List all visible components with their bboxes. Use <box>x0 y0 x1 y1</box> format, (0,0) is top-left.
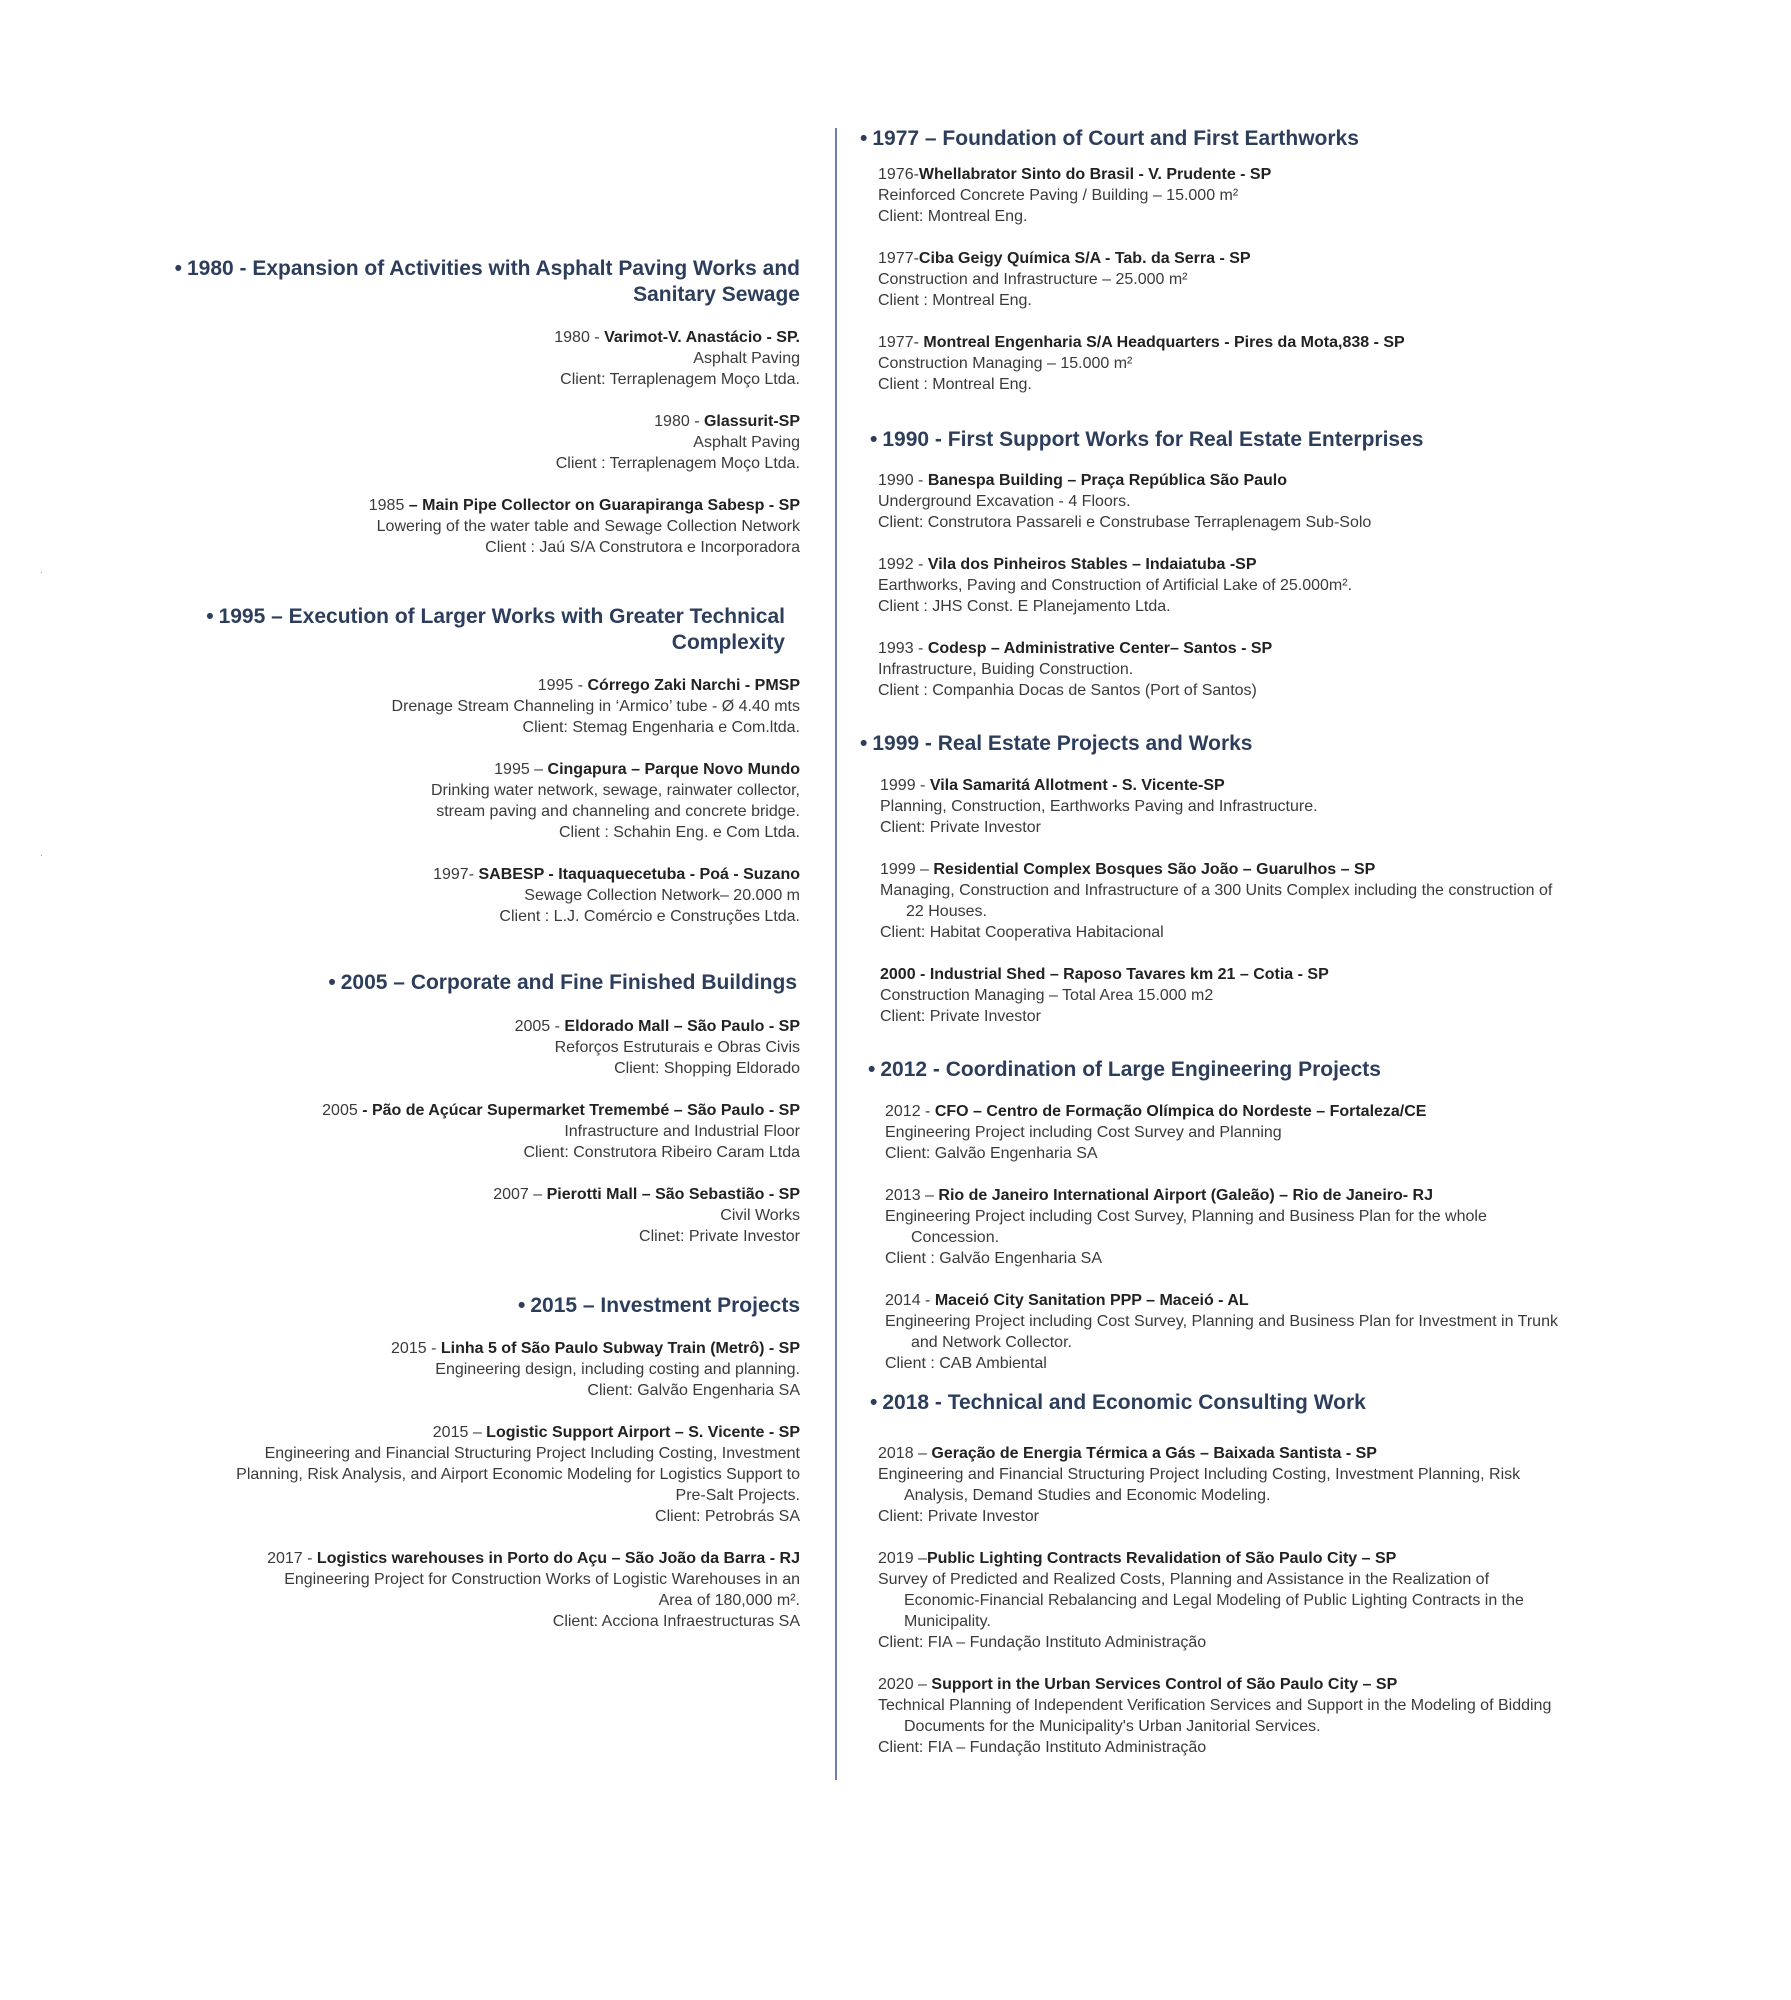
section-heading-1990: • 1990 - First Support Works for Real Estate Enterprises <box>870 428 1424 451</box>
project-entry: 1980 - Glassurit-SP Asphalt Paving Client : Terraplenagem Moço Ltda. <box>555 413 800 472</box>
project-entry: 1999 – Residential Complex Bosques São João – Guarulhos – SP Managing, Construction and Infrastructure of a 300 Units Complex including the construction of 22 Houses. Client: Habitat Cooperativa Habitacional <box>880 861 1553 941</box>
column-divider <box>835 128 837 1780</box>
project-entry: 2013 – Rio de Janeiro International Airport (Galeão) – Rio de Janeiro- RJ Engineering Project including Cost Survey, Planning and Business Plan for the whole Concession. Client : Galvão Engenharia SA <box>885 1187 1487 1267</box>
project-entry: 1993 - Codesp – Administrative Center– Santos - SP Infrastructure, Buiding Construction. Client : Companhia Docas de Santos (Port of Santos) <box>878 640 1273 699</box>
project-entry: 1992 - Vila dos Pinheiros Stables – Indaiatuba -SP Earthworks, Paving and Construction of Artificial Lake of 25.000m². Client : JHS Const. E Planejamento Ltda. <box>878 556 1353 615</box>
project-entry: 2007 – Pierotti Mall – São Sebastião - SP Civil Works Clinet: Private Investor <box>493 1186 800 1245</box>
project-entry: 2005 - Pão de Açúcar Supermarket Tremembé – São Paulo - SP Infrastructure and Industrial Floor Client: Construtora Ribeiro Caram Ltda <box>322 1102 800 1161</box>
project-entry: 2015 – Logistic Support Airport – S. Vicente - SP Engineering and Financial Structuring Project Including Costing, Investment Planning, Risk Analysis, and Airport Economic Modeling for Logistics Support to Pre-Salt Projects. Client: Petrobrás SA <box>236 1424 800 1525</box>
project-entry: 1977- Montreal Engenharia S/A Headquarters - Pires da Mota,838 - SP Construction Managing – 15.000 m² Client : Montreal Eng. <box>878 334 1405 393</box>
project-entry: 1980 - Varimot-V. Anastácio - SP. Asphalt Paving Client: Terraplenagem Moço Ltda. <box>554 329 800 388</box>
project-entry: 1985 – Main Pipe Collector on Guarapiranga Sabesp - SP Lowering of the water table and Sewage Collection Network Client : Jaú S/A Construtora e Incorporadora <box>368 497 800 556</box>
project-entry: 2017 - Logistics warehouses in Porto do Açu – São João da Barra - RJ Engineering Project for Construction Works of Logistic Warehouses in an Area of 180,000 m². Client: Acciona Infraestructuras SA <box>267 1550 800 1630</box>
project-entry: 2005 - Eldorado Mall – São Paulo - SP Reforços Estruturais e Obras Civis Client: Shopping Eldorado <box>514 1018 800 1077</box>
section-heading-2018: • 2018 - Technical and Economic Consulting Work <box>870 1391 1366 1414</box>
project-entry: 1976-Whellabrator Sinto do Brasil - V. Prudente - SP Reinforced Concrete Paving / Building – 15.000 m² Client: Montreal Eng. <box>878 166 1272 225</box>
project-entry: 1977-Ciba Geigy Química S/A - Tab. da Serra - SP Construction and Infrastructure – 25.000 m² Client : Montreal Eng. <box>878 250 1251 309</box>
project-entry: 2015 - Linha 5 of São Paulo Subway Train (Metrô) - SP Engineering design, including costing and planning. Client: Galvão Engenharia SA <box>391 1340 800 1399</box>
project-entry: 1995 - Córrego Zaki Narchi - PMSP Drenage Stream Channeling in ‘Armico’ tube - Ø 4.40 mts Client: Stemag Engenharia e Com.ltda. <box>391 677 800 736</box>
section-heading-1977: • 1977 – Foundation of Court and First Earthworks <box>860 127 1359 150</box>
section-heading-2005: • 2005 – Corporate and Fine Finished Buildings <box>328 971 797 994</box>
project-entry: 2012 - CFO – Centro de Formação Olímpica do Nordeste – Fortaleza/CE Engineering Project including Cost Survey and Planning Client: Galvão Engenharia SA <box>885 1103 1427 1162</box>
project-entry: 2020 – Support in the Urban Services Control of São Paulo City – SP Technical Planning of Independent Verification Services and Support in the Modeling of Bidding Documents for the Municipality's Urban Janitorial Services. Client: FIA – Fundação Instituto Administração <box>878 1676 1552 1756</box>
project-entry: 2014 - Maceió City Sanitation PPP – Maceió - AL Engineering Project including Cost Survey, Planning and Business Plan for Investment in Trunk and Network Collector. Client : CAB Ambiental <box>885 1292 1558 1372</box>
project-entry: 1990 - Banespa Building – Praça República São Paulo Underground Excavation - 4 Floors. Client: Construtora Passareli e Construbase Terraplenagem Sub-Solo <box>878 472 1372 531</box>
project-entry: 1997- SABESP - Itaquaquecetuba - Poá - Suzano Sewage Collection Network– 20.000 m Client : L.J. Comércio e Construções Ltda. <box>433 866 800 925</box>
section-heading-1999: • 1999 - Real Estate Projects and Works <box>860 732 1253 755</box>
project-entry: 2000 - Industrial Shed – Raposo Tavares km 21 – Cotia - SP Construction Managing – Total Area 15.000 m2 Client: Private Investor <box>880 966 1329 1025</box>
section-heading-2012: • 2012 - Coordination of Large Engineering Projects <box>868 1058 1381 1081</box>
section-heading-1995: • 1995 – Execution of Larger Works with Greater Technical Complexity <box>206 605 785 654</box>
margin-dot: . <box>40 848 43 859</box>
section-heading-1980: • 1980 - Expansion of Activities with Asphalt Paving Works and Sanitary Sewage <box>174 257 800 306</box>
section-heading-2015: • 2015 – Investment Projects <box>518 1294 800 1317</box>
project-entry: 1995 – Cingapura – Parque Novo Mundo Drinking water network, sewage, rainwater collector, stream paving and channeling and concrete bridge. Client : Schahin Eng. e Com Ltda. <box>430 761 800 841</box>
project-entry: 2019 –Public Lighting Contracts Revalidation of São Paulo City – SP Survey of Predicted and Realized Costs, Planning and Assistance in the Realization of Economic-Financial Rebalancing and Legal Modeling of Public Lighting Contracts in the Municipality. Client: FIA – Fundação Instituto Administração <box>878 1550 1524 1651</box>
margin-dot: . <box>40 565 43 576</box>
project-entry: 1999 - Vila Samaritá Allotment - S. Vicente-SP Planning, Construction, Earthworks Paving and Infrastructure. Client: Private Investor <box>880 777 1318 836</box>
project-entry: 2018 – Geração de Energia Térmica a Gás – Baixada Santista - SP Engineering and Financial Structuring Project Including Costing, Investment Planning, Risk Analysis, Demand Studies and Economic Modeling. Client: Private Investor <box>878 1445 1521 1525</box>
